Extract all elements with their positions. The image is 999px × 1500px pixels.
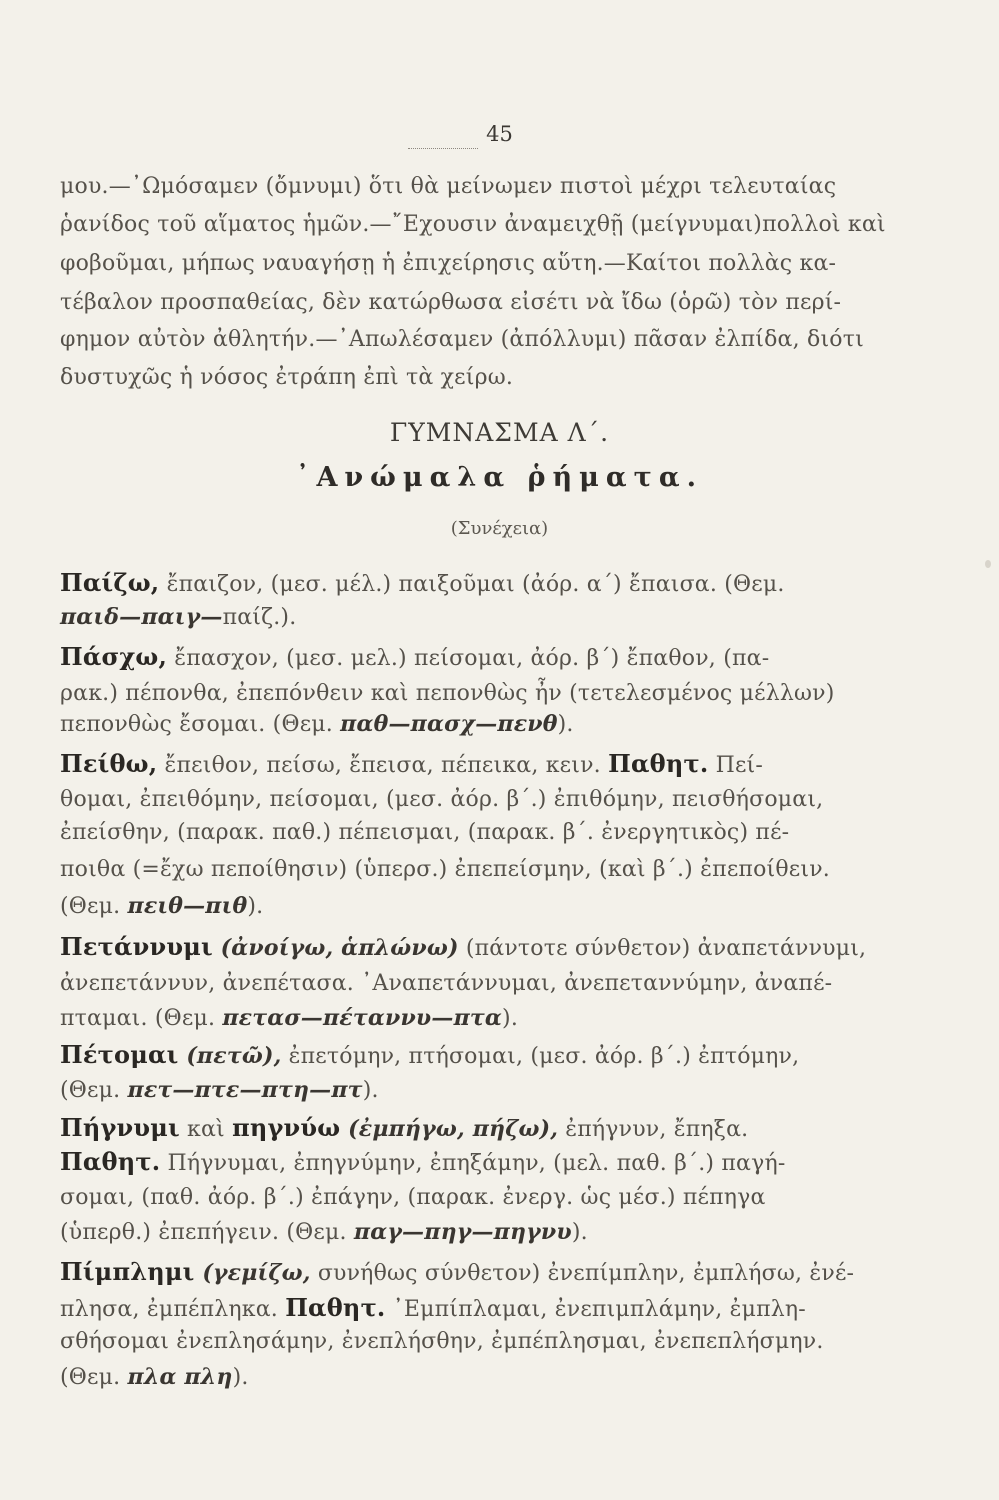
page-number: 45	[486, 122, 513, 146]
stem-petannymi: πετασ—πέταννυ—πτα	[222, 1005, 503, 1031]
lemma-pascho: Πάσχω,	[60, 642, 168, 671]
entry-petannymi-line-3: πταμαι. (Θεμ. πετασ—πέταννυ—πτα).	[60, 1005, 519, 1031]
scan-speck	[985, 560, 991, 568]
entry-peitho-line-4: ποιθα (=ἔχω πεποίθησιν) (ὑπερσ.) ἐπεπείσμην, (καὶ β΄.) ἐπεποίθειν.	[60, 857, 830, 882]
stem-paizo: παιδ—παιγ—	[60, 604, 223, 630]
entry-petomai-line-2: (Θεμ. πετ—πτε—πτη—πτ).	[60, 1077, 379, 1103]
entry-pascho-line-1: Πάσχω, ἔπασχον, (μεσ. μελ.) πείσομαι, ἀόρ. β΄) ἔπαθον, (πα-	[60, 642, 770, 671]
entry-petannymi-line-1: Πετάννυμι (ἀνοίγω, ἁπλώνω) (πάντοτε σύνθετον) ἀναπετάννυμι,	[60, 932, 867, 961]
entry-pegnymi-line-4: (ὑπερθ.) ἐπεπήγειν. (Θεμ. παγ—πηγ—πηγνυ).	[60, 1219, 588, 1245]
intro-line-5: φημον αὐτὸν ἀθλητήν.—᾽Απωλέσαμεν (ἀπόλλυμι) πᾶσαν ἐλπίδα, διότι	[60, 327, 864, 352]
lemma-paizo: Παίζω,	[60, 568, 160, 597]
lemma-petomai: Πέτομαι	[60, 1040, 179, 1069]
stem-petomai: πετ—πτε—πτη—πτ	[127, 1077, 363, 1103]
intro-line-2: ῥανίδος τοῦ αἵματος ἡμῶν.—῎Εχουσιν ἀναμειχθῇ (μείγνυμαι)πολλοὶ καὶ	[60, 212, 886, 237]
lemma-pegnymi: Πήγνυμι	[60, 1113, 180, 1142]
entry-pimplemi-line-1: Πίμπλημι (γεμίζω, συνήθως σύνθετον) ἐνεπίμπλην, ἐμπλήσω, ἐνέ-	[60, 1257, 855, 1286]
section-subtitle: ᾽Ανώμαλα ῥήματα.	[295, 462, 703, 493]
gloss-pimplemi: (γεμίζω,	[194, 1260, 311, 1286]
entry-pascho-line-2: ρακ.) πέπονθα, ἐπεπόνθειν καὶ πεπονθὼς ἦν (τετελεσμένος μέλλων)	[60, 681, 835, 706]
passive-label: Παθητ.	[608, 749, 709, 778]
lemma-pimplemi: Πίμπλημι	[60, 1257, 195, 1286]
section-continuation: (Συνέχεια)	[450, 518, 549, 539]
entry-pegnymi-line-1: Πήγνυμι καὶ πηγνύω (ἐμπήγω, πήζω), ἐπήγνυν, ἔπηξα.	[60, 1113, 749, 1142]
entry-pimplemi-line-4: (Θεμ. πλα πλη).	[60, 1364, 249, 1390]
intro-line-6: δυστυχῶς ἡ νόσος ἐτράπη ἐπὶ τὰ χείρω.	[60, 365, 514, 390]
entry-peitho-line-1: Πείθω, ἔπειθον, πείσω, ἔπεισα, πέπεικα, κειν. Παθητ. Πεί-	[60, 749, 764, 778]
stem-peitho: πειθ—πιθ	[127, 893, 248, 919]
passive-label: Παθητ.	[60, 1147, 161, 1176]
entry-peitho-line-2: θομαι, ἐπειθόμην, πείσομαι, (μεσ. ἀόρ. β΄.) ἐπιθόμην, πεισθήσομαι,	[60, 787, 824, 812]
entry-pimplemi-line-2: πλησα, ἐμπέπληκα. Παθητ. ᾽Εμπίπλαμαι, ἐνεπιμπλάμην, ἐμπλη-	[60, 1293, 806, 1322]
section-title: ΓΥΜΝΑΣΜΑ Λ΄.	[389, 418, 610, 447]
gloss-petomai: (πετῶ),	[178, 1043, 282, 1069]
entry-petannymi-line-2: ἀνεπετάννυν, ἀνεπέτασα. ᾽Αναπετάννυμαι, ἀνεπεταννύμην, ἀναπέ-	[60, 971, 833, 996]
entry-paizo-line-2: παιδ—παιγ—παίζ.).	[60, 604, 297, 630]
intro-line-4: τέβαλον προσπαθείας, δὲν κατώρθωσα εἰσέτι νὰ ἴδω (ὁρῶ) τὸν περί-	[60, 290, 842, 315]
entry-pimplemi-line-3: σθήσομαι ἐνεπλησάμην, ἐνεπλήσθην, ἐμπέπλησμαι, ἐνεπεπλήσμην.	[60, 1329, 824, 1354]
stem-pascho: παθ—πασχ—πενθ	[340, 711, 558, 737]
intro-line-3: φοβοῦμαι, μήπως ναυαγήσῃ ἡ ἐπιχείρησις αὕτη.—Καίτοι πολλὰς κα-	[60, 251, 837, 276]
gloss-pegnymi: (ἐμπήγω, πήζω),	[340, 1116, 559, 1142]
entry-petomai-line-1: Πέτομαι (πετῶ), ἐπετόμην, πτήσομαι, (μεσ. ἀόρ. β΄.) ἐπτόμην,	[60, 1040, 800, 1069]
intro-line-1: μου.—᾽Ωμόσαμεν (ὄμνυμι) ὅτι θὰ μείνωμεν πιστοὶ μέχρι τελευταίας	[60, 174, 837, 199]
entry-peitho-line-3: ἐπείσθην, (παρακ. παθ.) πέπεισμαι, (παρακ. β΄. ἐνεργητικὸς) πέ-	[60, 820, 790, 845]
entry-pegnymi-line-2: Παθητ. Πήγνυμαι, ἐπηγνύμην, ἐπηξάμην, (μελ. παθ. β΄.) παγή-	[60, 1147, 786, 1176]
entry-peitho-line-5: (Θεμ. πειθ—πιθ).	[60, 893, 264, 919]
page-number-rule	[408, 148, 478, 149]
entry-pascho-line-3: πεπονθὼς ἔσομαι. (Θεμ. παθ—πασχ—πενθ).	[60, 711, 574, 737]
gloss-petannymi: (ἀνοίγω, ἁπλώνω)	[212, 935, 459, 961]
entry-paizo-line-1: Παίζω, ἔπαιζον, (μεσ. μέλ.) παιξοῦμαι (ἀόρ. α΄) ἔπαισα. (Θεμ.	[60, 568, 785, 597]
lemma-pegnyo: πηγνύω	[232, 1113, 341, 1142]
stem-pegnymi: παγ—πηγ—πηγνυ	[353, 1219, 572, 1245]
stem-pimplemi: πλα πλη	[127, 1364, 233, 1390]
lemma-peitho: Πείθω,	[60, 749, 158, 778]
entry-pegnymi-line-3: σομαι, (παθ. ἀόρ. β΄.) ἐπάγην, (παρακ. ἐνεργ. ὡς μέσ.) πέπηγα	[60, 1185, 766, 1210]
lemma-petannymi: Πετάννυμι	[60, 932, 213, 961]
passive-label: Παθητ.	[285, 1293, 386, 1322]
